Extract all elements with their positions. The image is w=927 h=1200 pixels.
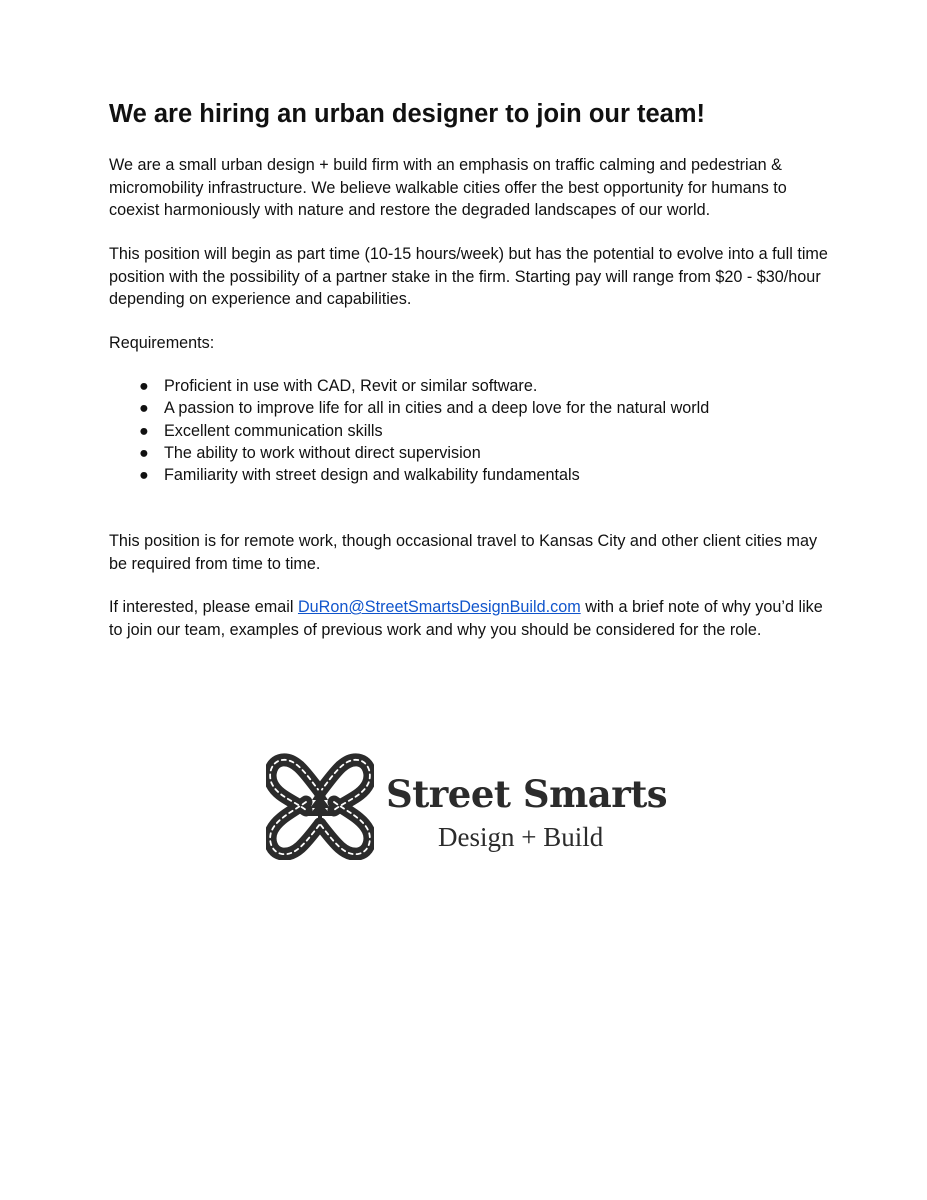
- requirement-text: Proficient in use with CAD, Revit or similar software.: [164, 377, 538, 395]
- bullet-icon: ●: [139, 443, 149, 462]
- intro-paragraph: We are a small urban design + build firm with an emphasis on traffic calming and pedestrian & micromobility infrastructure. We believe walkable cities offer the best opportunity for humans to coexist harmoniously with nature and restore the degraded landscapes of our world.: [109, 156, 787, 219]
- list-item: [109, 464, 709, 486]
- bullet-icon: ●: [139, 466, 149, 485]
- bullet-icon: ●: [139, 377, 149, 395]
- company-logo: [266, 752, 686, 867]
- contact-text-after: with a brief note of why you’d like to join our team, examples of previous work and why you should be considered for the role.: [109, 598, 823, 639]
- bullet-icon: ●: [139, 421, 149, 440]
- requirement-text: Familiarity with street design and walkability fundamentals: [164, 466, 580, 485]
- email-link[interactable]: DuRon@StreetSmartsDesignBuild.com: [297, 598, 581, 616]
- remote-work-paragraph: This position is for remote work, though occasional travel to Kansas City and other client cities may be required from time to time.: [109, 532, 818, 573]
- requirements-label: Requirements:: [109, 334, 215, 352]
- interlocking-roads-tree-icon: [266, 752, 374, 860]
- contact-paragraph: [109, 596, 829, 641]
- bullet-icon: ●: [139, 399, 149, 418]
- requirement-text: Excellent communication skills: [164, 421, 383, 440]
- requirement-text: The ability to work without direct supervision: [164, 443, 481, 462]
- brand-name: Street Smarts: [386, 772, 668, 816]
- list-item: [109, 420, 709, 442]
- position-paragraph: This position will begin as part time (10-15 hours/week) but has the potential to evolve into a full time position with the possibility of a partner stake in the firm. Starting pay will range from $20 - $30/hour depending on experience and capabilities.: [109, 245, 828, 308]
- brand-tagline: Design + Build: [438, 822, 604, 852]
- requirement-text: A passion to improve life for all in cities and a deep love for the natural world: [164, 399, 710, 418]
- page-title: We are hiring an urban designer to join our team!: [109, 100, 706, 128]
- contact-text-before: If interested, please email: [109, 598, 298, 616]
- list-item: [109, 397, 709, 419]
- requirements-list: [109, 375, 709, 486]
- list-item: [109, 375, 709, 397]
- list-item: [109, 442, 709, 464]
